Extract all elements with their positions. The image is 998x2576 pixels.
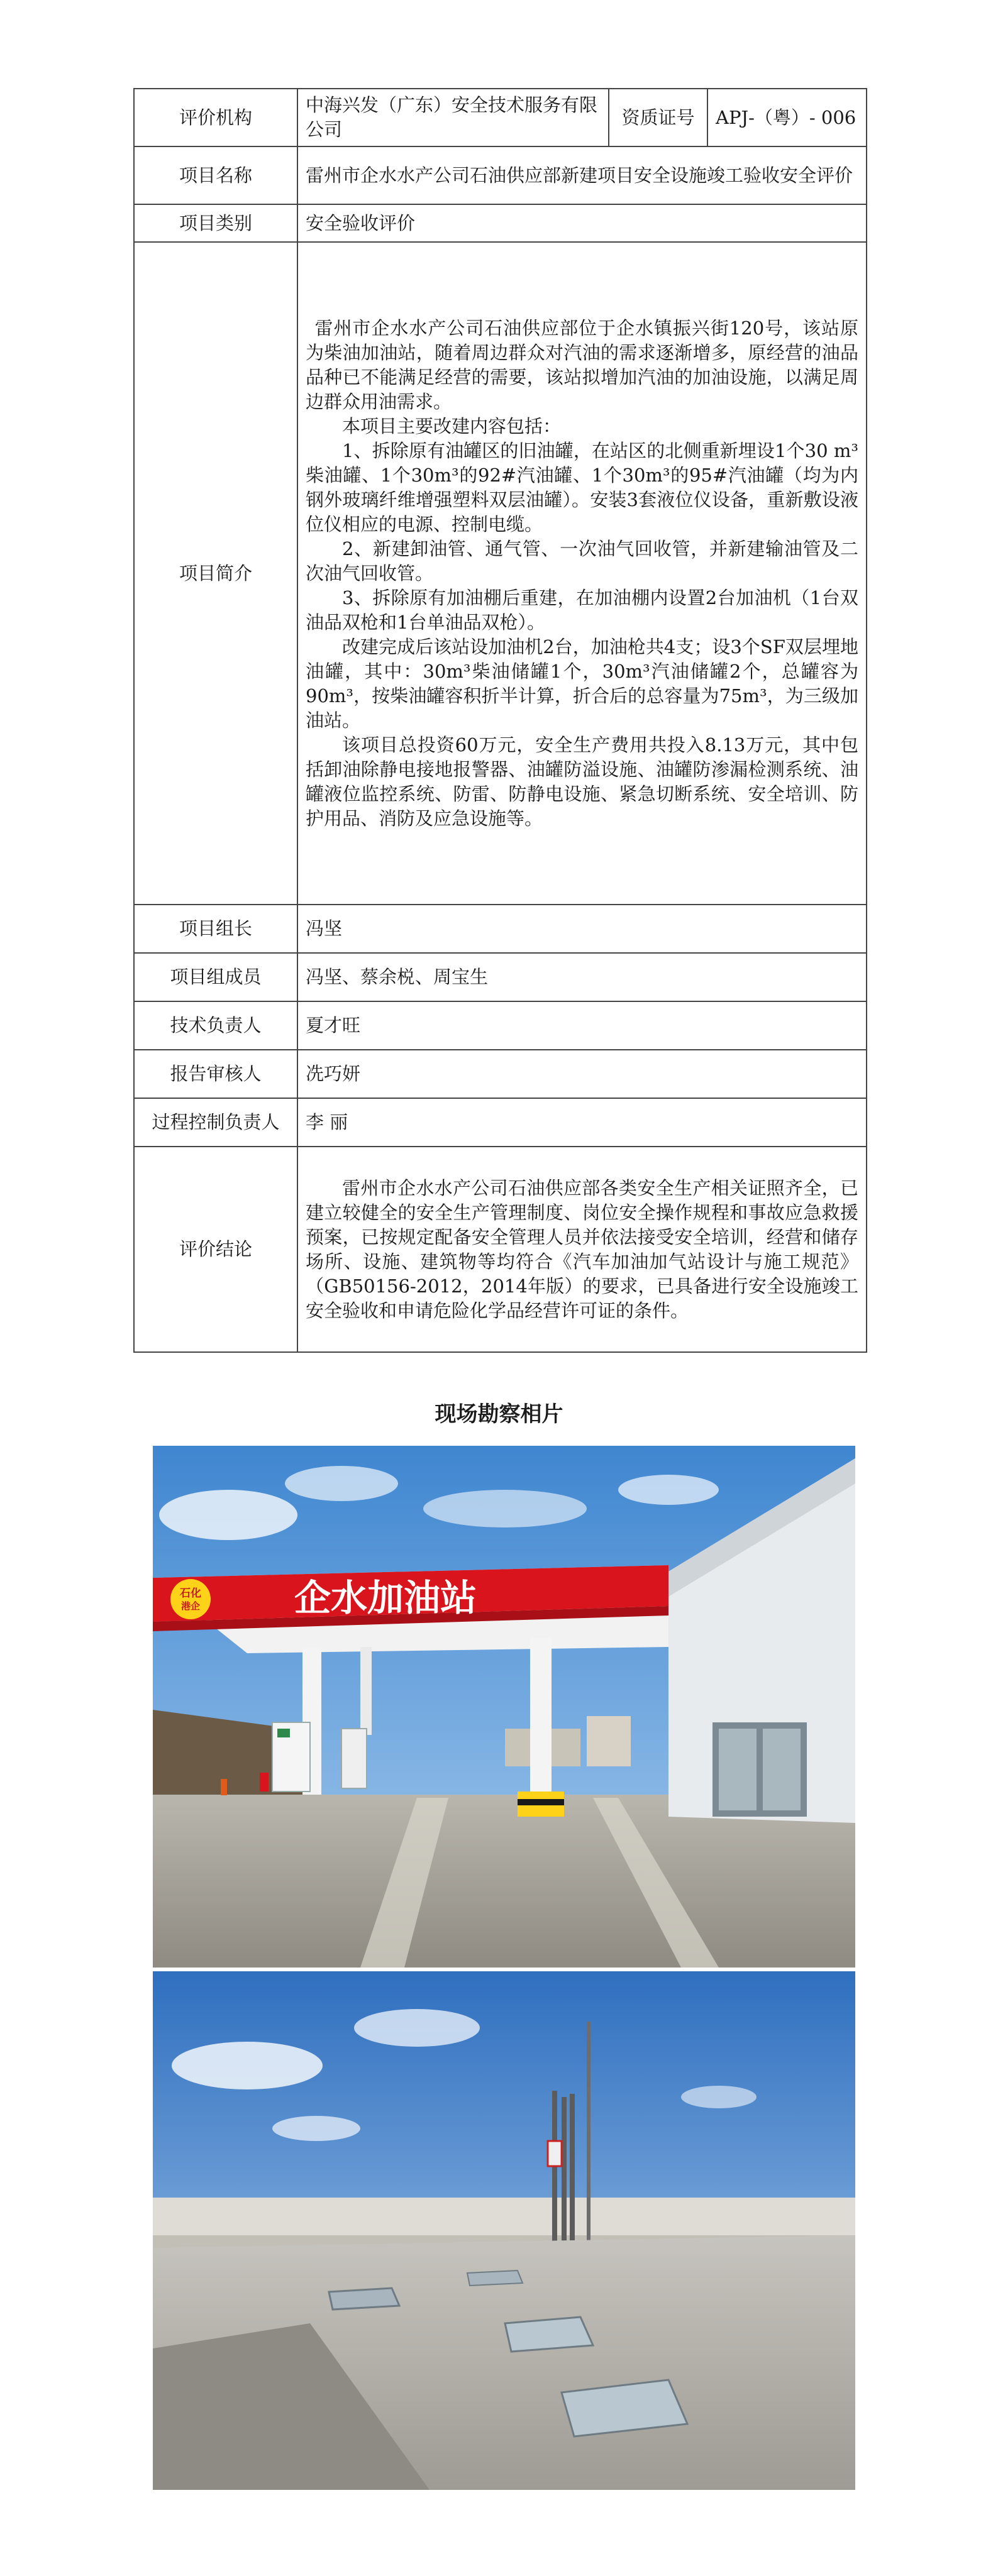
intro-label: 项目简介	[134, 242, 297, 905]
type-value: 安全验收评价	[297, 204, 867, 242]
leader-label: 项目组长	[134, 905, 297, 953]
tech-value: 夏才旺	[297, 1001, 867, 1050]
row-name	[134, 146, 867, 204]
row-review	[134, 1050, 867, 1098]
name-label: 项目名称	[134, 146, 297, 204]
members-value: 冯坚、蔡余棁、周宝生	[297, 953, 867, 1001]
project-info-table	[133, 88, 867, 1353]
conclusion-text: 雷州市企水水产公司石油供应部各类安全生产相关证照齐全，已建立较健全的安全生产管理制度、岗位安全操作规程和事故应急救援预案，已按规定配备安全管理人员并依法接受安全培训，经营和储存场所、设施、建筑物等均符合《汽车加油加气站设计与施工规范》（GB50156-2012，2014年版）的要求，已具备进行安全设施竣工安全验收和申请危险化学品经营许可证的条件。	[306, 1177, 858, 1321]
intro-value	[297, 242, 867, 905]
intro-paragraph: 3、拆除原有加油棚后重建，在加油棚内设置2台加油机（1台双油品双枪和1台单油品双枪）。	[306, 586, 858, 633]
intro-paragraph: 该项目总投资60万元，安全生产费用共投入8.13万元，其中包括卸油除静电接地报警器、油罐防溢设施、油罐防渗漏检测系统、油罐液位监控系统、防雷、防静电设施、紧急切断系统、安全培训、防护用品、消防及应急设施等。	[306, 734, 858, 829]
tech-label: 技术负责人	[134, 1001, 297, 1050]
tank-area-photo-image	[153, 1971, 855, 2490]
conclusion-value	[297, 1147, 867, 1352]
cert-label: 资质证号	[609, 89, 707, 146]
row-leader	[134, 905, 867, 953]
canopy-photo-image	[153, 1446, 855, 1968]
intro-paragraph: 雷州市企水水产公司石油供应部位于企水镇振兴街120号，该站原为柴油加油站，随着周边群众对汽油的需求逐渐增多，原经营的油品品种已不能满足经营的需要，该站拟增加汽油的加油设施，以满足周边群众用油需求。	[306, 317, 858, 412]
review-label: 报告审核人	[134, 1050, 297, 1098]
intro-paragraph: 本项目主要改建内容包括：	[342, 415, 562, 437]
org-value: 中海兴发（广东）安全技术服务有限公司	[297, 89, 609, 146]
org-label: 评价机构	[134, 89, 297, 146]
canopy-station-name: 企水加油站	[294, 1577, 477, 1619]
site-photo-canopy	[153, 1446, 855, 1968]
document-body	[133, 88, 866, 1353]
review-value: 冼巧妍	[297, 1050, 867, 1098]
row-members	[134, 953, 867, 1001]
cert-value: APJ-（粤）- 006	[707, 89, 867, 146]
intro-paragraph: 改建完成后该站设加油机2台，加油枪共4支；设3个SF双层埋地油罐，其中：30m³柴油储罐1个，30m³汽油储罐2个，总罐容为90m³，按柴油罐容积折半计算，折合后的总容量为75m³，为三级加油站。	[306, 636, 858, 731]
process-value: 李 丽	[297, 1098, 867, 1147]
members-label: 项目组成员	[134, 953, 297, 1001]
process-label: 过程控制负责人	[134, 1098, 297, 1147]
row-intro	[134, 242, 867, 905]
intro-paragraph: 1、拆除原有油罐区的旧油罐，在站区的北侧重新埋设1个30 m³柴油罐、1个30m³的92#汽油罐、1个30m³的95#汽油罐（均为内钢外玻璃纤维增强塑料双层油罐）。安装3套液位仪设备，重新敷设液位仪相应的电源、控制电缆。	[306, 439, 858, 535]
leader-value: 冯坚	[297, 905, 867, 953]
type-label: 项目类别	[134, 204, 297, 242]
row-tech	[134, 1001, 867, 1050]
row-org	[134, 89, 867, 146]
site-photo-tanks	[153, 1971, 855, 2490]
conclusion-label: 评价结论	[134, 1147, 297, 1352]
intro-paragraph: 2、新建卸油管、通气管、一次油气回收管，并新建输油管及二次油气回收管。	[306, 537, 858, 584]
logo-text: 港企	[180, 1600, 201, 1612]
row-conclusion	[134, 1147, 867, 1352]
logo-text: 石化	[180, 1587, 201, 1600]
name-value: 雷州市企水水产公司石油供应部新建项目安全设施竣工验收安全评价	[297, 146, 867, 204]
row-type	[134, 204, 867, 242]
row-process	[134, 1098, 867, 1147]
photos-title: 现场勘察相片	[435, 1402, 563, 1427]
